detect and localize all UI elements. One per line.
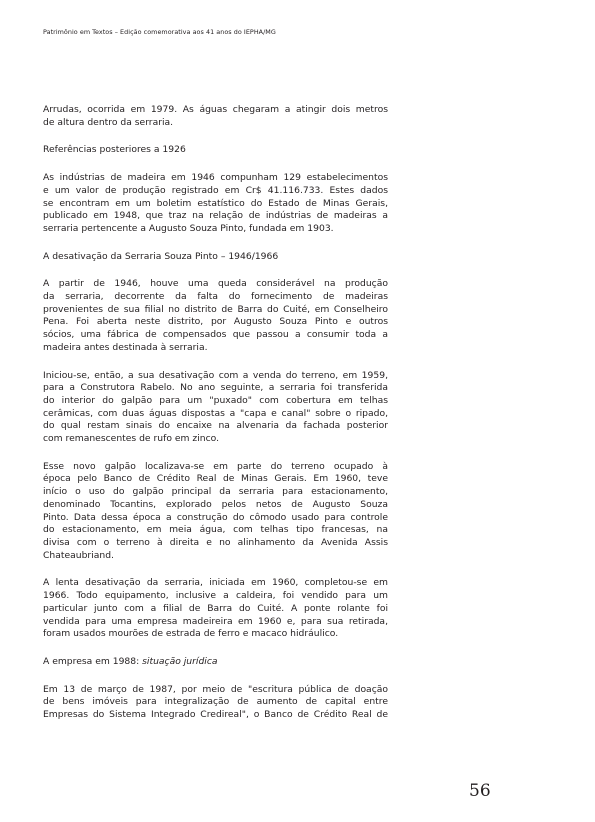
paragraph-line: de altura dentro da serraria. xyxy=(43,116,174,128)
paragraph-line: publicado em 1948, que traz na relação de indústrias de madeiras a xyxy=(43,210,388,222)
paragraph-line: Pena. Foi aberta neste distrito, por Augusto Souza Pinto e outros xyxy=(43,316,388,328)
body-paragraph xyxy=(43,461,388,563)
body-paragraph xyxy=(43,172,388,236)
paragraph-line: Empresas do Sistema Integrado Credireal", o Banco de Crédito Real de xyxy=(43,709,388,721)
section-heading: Referências posteriores a 1926 xyxy=(43,144,186,156)
body-paragraph xyxy=(43,577,388,641)
paragraph-line: se encontram em um boletim estatístico do Estado de Minas Gerais, xyxy=(43,197,388,209)
paragraph-line: do estacionamento, em meia água, com telhas tipo francesas, na xyxy=(43,524,388,536)
section-heading: A desativação da Serraria Souza Pinto – 1946/1966 xyxy=(43,250,279,262)
paragraph-line: Em 13 de março de 1987, por meio de "escritura pública de doação xyxy=(43,683,388,695)
paragraph-line: As indústrias de madeira em 1946 compunham 129 estabelecimentos xyxy=(43,172,388,184)
paragraph-line: Esse novo galpão localizava-se em parte do terreno ocupado à xyxy=(43,460,388,472)
paragraph-line: vendida para uma empresa madeireira em 1960 e, para sua retirada, xyxy=(43,615,388,627)
page-number: 56 xyxy=(469,781,491,801)
paragraph-line: e um valor de produção registrado em Cr$ 41.116.733. Estes dados xyxy=(43,184,388,196)
body-paragraph xyxy=(43,684,388,722)
body-paragraph xyxy=(43,278,388,354)
paragraph-line: provenientes de sua filial no distrito de Barra do Cuité, em Conselheiro xyxy=(43,303,388,315)
paragraph-line: 1966. Todo equipamento, inclusive a caldeira, foi vendido para um xyxy=(43,590,388,602)
body-paragraph xyxy=(43,104,388,129)
paragraph-line: Arrudas, ocorrida em 1979. As águas chegaram a atingir dois metros xyxy=(43,104,388,115)
body-paragraph xyxy=(43,370,388,446)
section-heading-text: A empresa em 1988: xyxy=(43,655,143,667)
paragraph-line: do qual restam sinais do encaixe na alvenaria da fachada posterior xyxy=(43,420,388,432)
paragraph-line: Chateaubriand. xyxy=(43,549,114,561)
paragraph-line: início o uso do galpão principal da serraria para estacionamento, xyxy=(43,486,388,498)
paragraph-line: Iniciou-se, então, a sua desativação com a venda do terreno, em 1959, xyxy=(43,369,388,381)
paragraph-line: com remanescentes de rufo em zinco. xyxy=(43,433,220,445)
paragraph-line: divisa com o terreno à direita e no alinhamento da Avenida Assis xyxy=(43,536,388,548)
running-header: Patrimônio em Textos – Edição comemorativa aos 41 anos do IEPHA/MG xyxy=(43,28,276,36)
paragraph-line: de bens imóveis para integralização de aumento de capital entre xyxy=(43,696,388,708)
paragraph-line: Pinto. Data dessa época a construção do cômodo usado para controle xyxy=(43,511,388,523)
paragraph-line: da serraria, decorrente da falta do fornecimento de madeiras xyxy=(43,291,388,303)
paragraph-line: A partir de 1946, houve uma queda considerável na produção xyxy=(43,278,388,290)
paragraph-line: denominado Tocantins, explorado pelos netos de Augusto Souza xyxy=(43,498,388,510)
paragraph-line: para a Construtora Rabelo. No ano seguinte, a serraria foi transferida xyxy=(43,382,388,394)
paragraph-line: serraria pertencente a Augusto Souza Pinto, fundada em 1903. xyxy=(43,222,334,234)
paragraph-line: A lenta desativação da serraria, iniciada em 1960, completou-se em xyxy=(43,577,388,589)
paragraph-line: época pelo Banco de Crédito Real de Minas Gerais. Em 1960, teve xyxy=(43,473,388,485)
paragraph-line: sócios, uma fábrica de compensados que passou a consumir toda a xyxy=(43,329,388,341)
paragraph-line: do interior do galpão para um "puxado" com cobertura em telhas xyxy=(43,394,388,406)
paragraph-line: particular junto com a filial de Barra do Cuité. A ponte rolante foi xyxy=(43,602,388,614)
paragraph-line: foram usados mourões de estrada de ferro e macaco hidráulico. xyxy=(43,628,339,640)
section-heading-italic-text: situação jurídica xyxy=(142,655,218,667)
paragraph-line: madeira antes destinada à serraria. xyxy=(43,341,208,353)
paragraph-line: cerâmicas, com duas águas dispostas a "capa e canal" sobre o ripado, xyxy=(43,407,388,419)
section-heading xyxy=(43,656,388,669)
page-body xyxy=(43,104,388,737)
